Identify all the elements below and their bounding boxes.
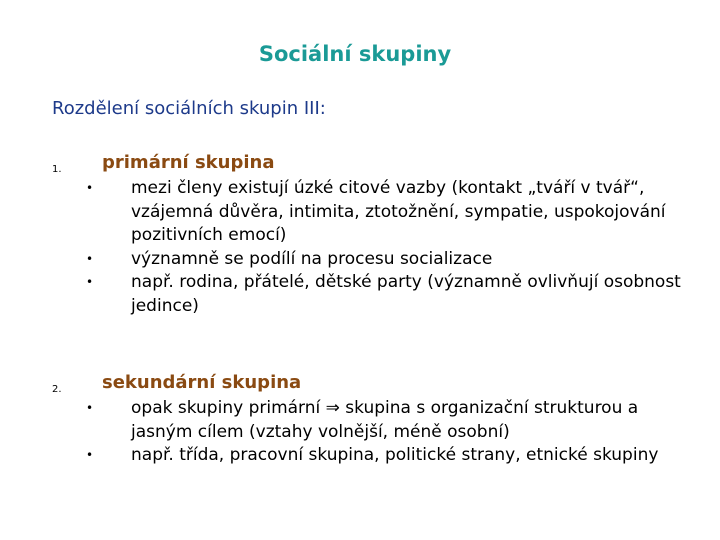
section-number: 2. <box>52 384 62 395</box>
bullet-item <box>0 444 720 468</box>
bullet-icon: • <box>86 401 94 415</box>
bullet-icon: • <box>86 448 94 462</box>
slide-title: Sociální skupiny <box>258 42 452 66</box>
section-heading: sekundární skupina <box>102 372 302 393</box>
bullet-icon: • <box>86 181 94 195</box>
bullet-item <box>0 248 720 272</box>
bullet-text: opak skupiny primární ⇒ skupina s organizační strukturou a jasným cílem (vztahy volnější, méně osobní) <box>131 398 639 442</box>
bullet-list <box>0 397 720 468</box>
slide-subtitle: Rozdělení sociálních skupin III: <box>52 98 326 119</box>
bullet-text: např. třída, pracovní skupina, politické strany, etnické skupiny <box>131 445 659 465</box>
bullet-list <box>0 177 720 318</box>
bullet-icon: • <box>86 275 94 289</box>
bullet-text: např. rodina, přátelé, dětské party (významně ovlivňují osobnost jedince) <box>131 272 681 316</box>
bullet-text: mezi členy existují úzké citové vazby (kontakt „tváří v tvář“, vzájemná důvěra, intimita, ztotožnění, sympatie, uspokojování pozitivních emocí) <box>131 178 666 245</box>
bullet-item <box>0 271 720 318</box>
bullet-item <box>0 397 720 444</box>
bullet-text: významně se podílí na procesu socializace <box>131 248 493 269</box>
section-number: 1. <box>52 164 62 175</box>
section-heading: primární skupina <box>102 152 275 173</box>
bullet-icon: • <box>86 251 94 266</box>
bullet-item <box>0 177 720 248</box>
